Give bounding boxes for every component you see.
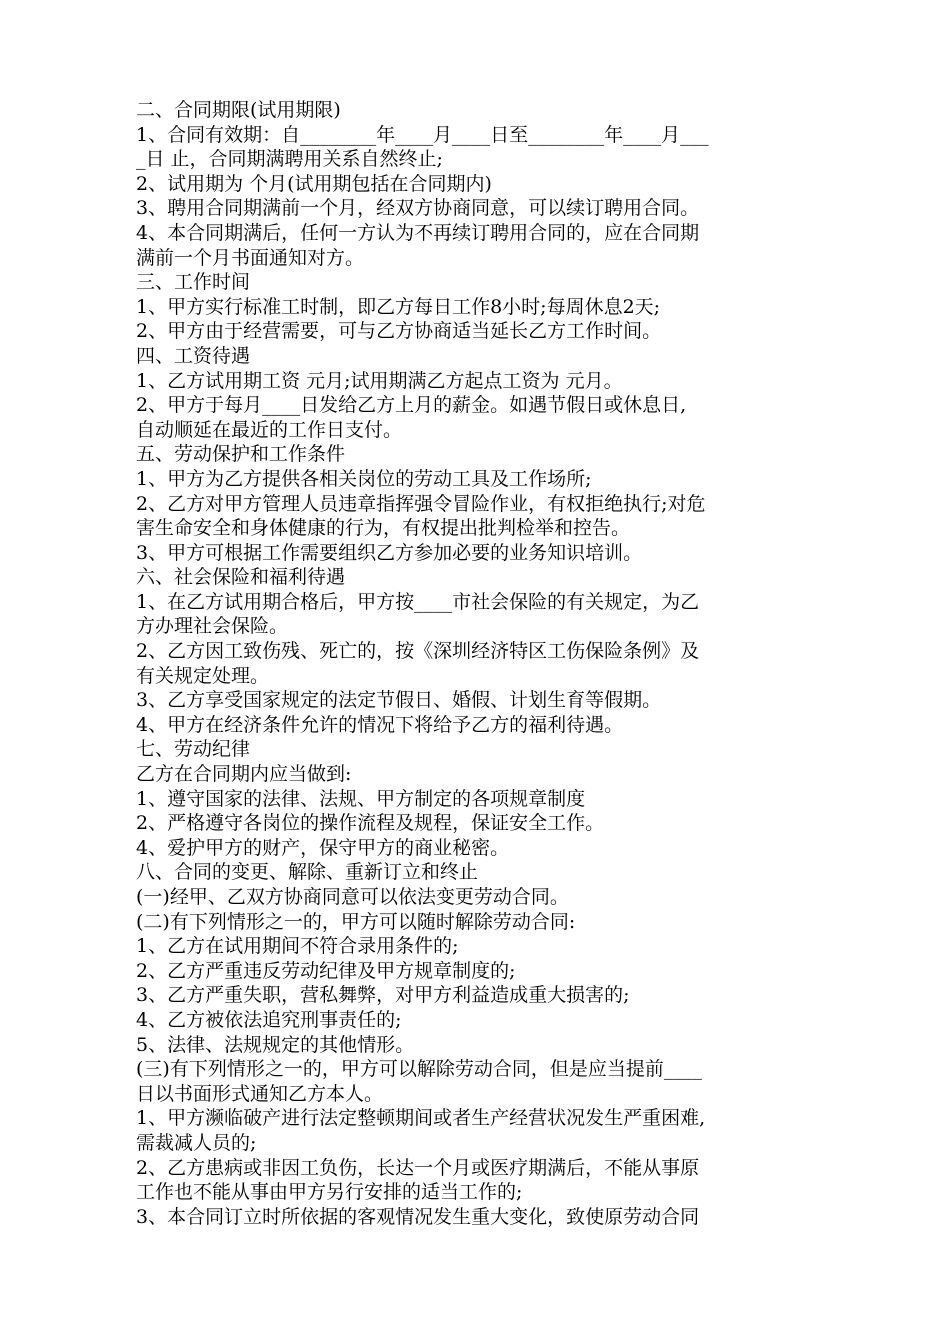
text-line: 害生命安全和身体健康的行为，有权提出批判检举和控告。: [136, 517, 631, 540]
text-line: 七、劳动纪律: [136, 738, 251, 761]
text-line: 4、本合同期满后，任何一方认为不再续订聘用合同的，应在合同期: [136, 221, 700, 244]
text-line: 3、乙方享受国家规定的法定节假日、婚假、计划生育等假期。: [136, 689, 662, 712]
text-line: 2、甲方由于经营需要，可与乙方协商适当延长乙方工作时间。: [136, 320, 662, 343]
text-line: 1、甲方为乙方提供各相关岗位的劳动工具及工作场所;: [136, 467, 592, 490]
text-line: 2、乙方严重违反劳动纪律及甲方规章制度的;: [136, 959, 516, 982]
text-line: 3、甲方可根据工作需要组织乙方参加必要的业务知识培训。: [136, 541, 643, 564]
text-line: 五、劳动保护和工作条件: [136, 443, 346, 466]
text-line: 1、乙方试用期工资 元月;试用期满乙方起点工资为 元月。: [136, 369, 623, 392]
text-line: 自动顺延在最近的工作日支付。: [136, 418, 403, 441]
text-line: 3、乙方严重失职，营私舞弊，对甲方利益造成重大损害的;: [136, 984, 630, 1007]
text-line: 六、社会保险和福利待遇: [136, 566, 346, 589]
text-line: 3、聘用合同期满前一个月，经双方协商同意，可以续订聘用合同。: [136, 197, 700, 220]
text-line: (二)有下列情形之一的，甲方可以随时解除劳动合同:: [136, 910, 576, 933]
text-line: 5、法律、法规规定的其他情形。: [136, 1033, 415, 1056]
text-line: 工作也不能从事由甲方另行安排的适当工作的;: [136, 1181, 523, 1204]
text-line: 日以书面形式通知乙方本人。: [136, 1082, 384, 1105]
text-line: 有关规定处理。: [136, 664, 270, 687]
text-line: 四、工资待遇: [136, 344, 251, 367]
text-line: 4、乙方被依法追究刑事责任的;: [136, 1008, 402, 1031]
text-line: 三、工作时间: [136, 271, 251, 294]
contract-body-text: [136, 98, 826, 1229]
text-line: 1、乙方在试用期间不符合录用条件的;: [136, 935, 459, 958]
text-line: 1、在乙方试用期合格后，甲方按____市社会保险的有关规定，为乙: [136, 590, 700, 613]
text-line: 2、严格遵守各岗位的操作流程及规程，保证安全工作。: [136, 812, 605, 835]
text-line: 乙方在合同期内应当做到:: [136, 763, 352, 786]
text-line: 3、本合同订立时所依据的客观情况发生重大变化，致使原劳动合同: [136, 1205, 700, 1228]
text-line: 需裁减人员的;: [136, 1131, 257, 1154]
text-line: 1、甲方实行标准工时制，即乙方每日工作8小时;每周休息2天;: [136, 295, 661, 318]
text-line: 2、甲方于每月____日发给乙方上月的薪金。如遇节假日或休息日,: [136, 394, 687, 417]
text-line: 1、合同有效期：自________年____月____日至________年____月___: [136, 123, 709, 146]
text-line: 2、乙方患病或非因工负伤，长达一个月或医疗期满后，不能从事原: [136, 1156, 700, 1179]
text-line: 八、合同的变更、解除、重新订立和终止: [136, 861, 479, 884]
text-line: 二、合同期限(试用期限): [136, 99, 341, 121]
text-line: _日 止，合同期满聘用关系自然终止;: [136, 148, 443, 171]
text-line: 4、甲方在经济条件允许的情况下将给予乙方的福利待遇。: [136, 713, 624, 736]
text-line: 方办理社会保险。: [136, 615, 289, 638]
text-line: 2、乙方因工致伤残、死亡的，按《深圳经济特区工伤保险条例》及: [136, 640, 700, 663]
text-line: 1、遵守国家的法律、法规、甲方制定的各项规章制度: [136, 787, 586, 810]
text-line: 2、试用期为 个月(试用期包括在合同期内): [136, 172, 492, 195]
text-line: (三)有下列情形之一的，甲方可以解除劳动合同，但是应当提前____: [136, 1058, 702, 1081]
text-line: (一)经甲、乙双方协商同意可以依法变更劳动合同。: [136, 886, 569, 908]
text-line: 1、甲方濒临破产进行法定整顿期间或者生产经营状况发生严重困难,: [136, 1107, 706, 1130]
text-line: 4、爱护甲方的财产，保守甲方的商业秘密。: [136, 836, 510, 859]
text-line: 满前一个月书面通知对方。: [136, 246, 365, 269]
text-line: 2、乙方对甲方管理人员违章指挥强令冒险作业，有权拒绝执行;对危: [136, 492, 706, 515]
